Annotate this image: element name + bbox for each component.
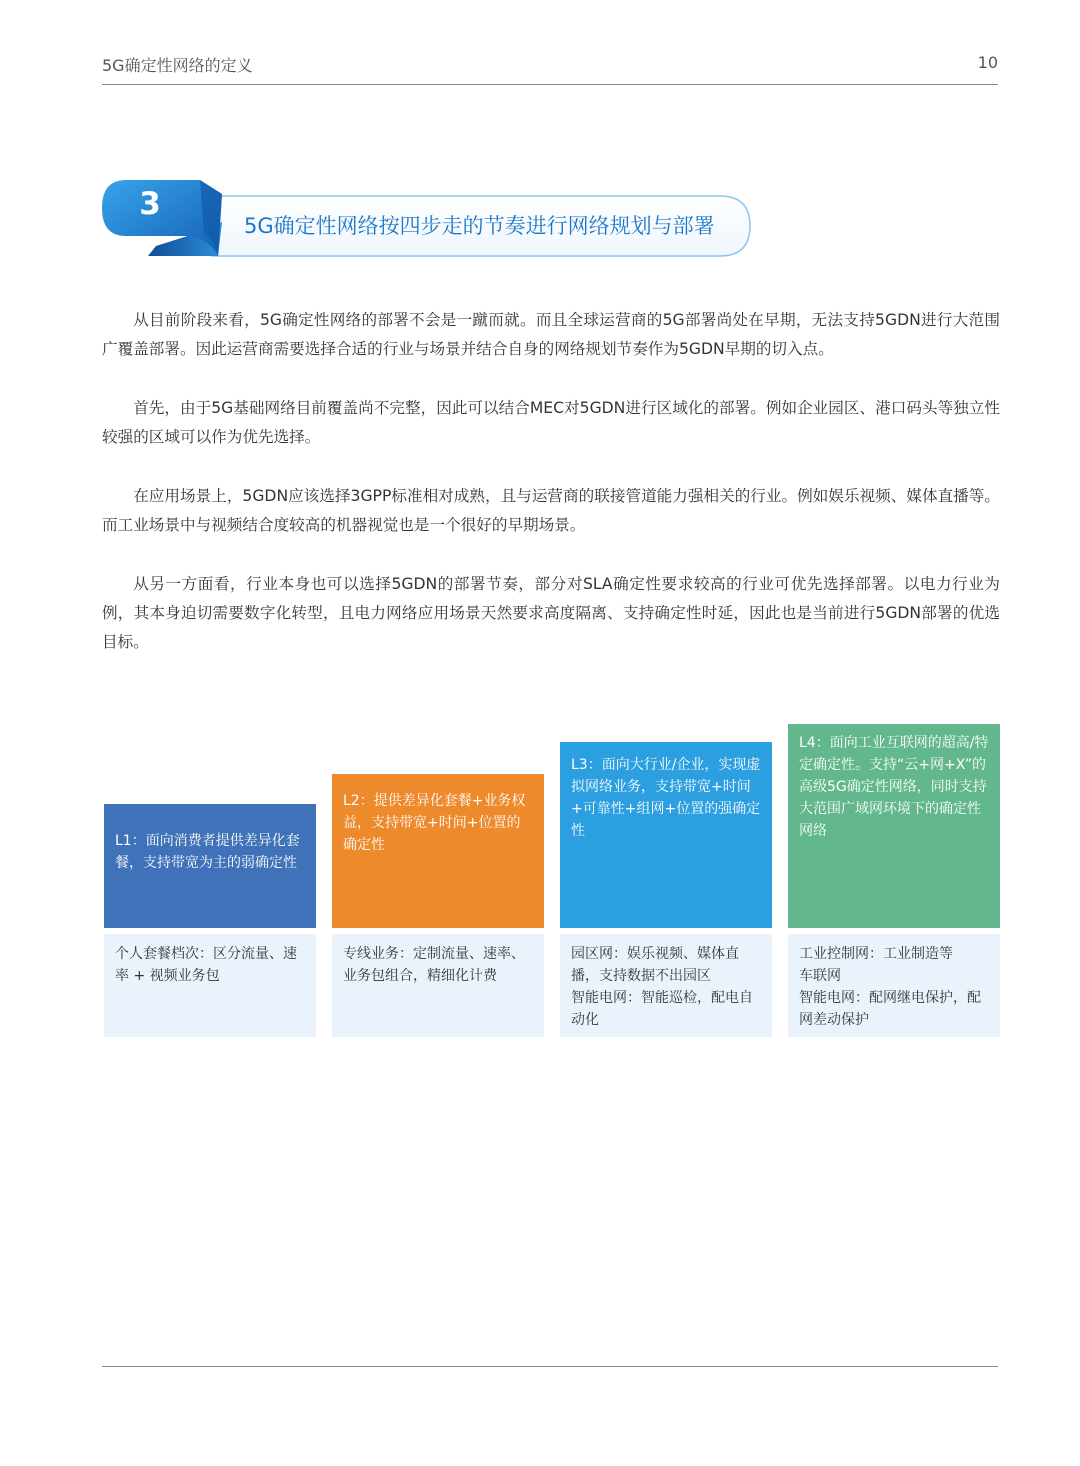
level-body-l1: [104, 934, 316, 1037]
level-header-l2: L2：提供差异化套餐+业务权益，支持带宽+时间+位置的确定性: [332, 774, 544, 928]
level-column-l2: [332, 724, 544, 1040]
level-header-l4: L4：面向工业互联网的超高/特定确定性。支持“云+网+X”的高级5G确定性网络，同时支持大范围广域网环境下的确定性网络: [788, 724, 1000, 928]
paragraph: 在应用场景上，5GDN应该选择3GPP标准相对成熟，且与运营商的联接管道能力强相关的行业。例如娱乐视频、媒体直播等。而工业场景中与视频结合度较高的机器视觉也是一个很好的早期场景。: [102, 487, 1000, 534]
level-example: 智能电网：智能巡检，配电自动化: [571, 990, 753, 1028]
page-number: 10: [977, 53, 998, 72]
paragraph: 从目前阶段来看，5G确定性网络的部署不会是一蹴而就。而且全球运营商的5G部署尚处在早期，无法支持5GDN进行大范围广覆盖部署。因此运营商需要选择合适的行业与场景并结合自身的网络规划节奏作为5GDN早期的切入点。: [102, 311, 1000, 358]
level-example: 工业控制网：工业制造等: [799, 946, 953, 962]
section-number: 3: [139, 186, 161, 222]
level-header-l1: L1：面向消费者提供差异化套餐，支持带宽为主的弱确定性: [104, 804, 316, 928]
level-example: 专线业务：定制流量、速率、业务包组合，精细化计费: [343, 946, 525, 984]
level-example: 个人套餐档次：区分流量、速率 + 视频业务包: [115, 946, 297, 984]
body-text: [102, 306, 1000, 687]
section-title: 5G确定性网络按四步走的节奏进行网络规划与部署: [244, 214, 715, 238]
level-example: 园区网：娱乐视频、媒体直播，支持数据不出园区: [571, 946, 739, 984]
level-header-l3: L3：面向大行业/企业，实现虚拟网络业务，支持带宽+时间+可靠性+组网+位置的强确定性: [560, 742, 772, 928]
level-example: 车联网: [799, 968, 841, 984]
paragraph: 从另一方面看，行业本身也可以选择5GDN的部署节奏，部分对SLA确定性要求较高的行业可优先选择部署。以电力行业为例，其本身迫切需要数字化转型，且电力网络应用场景天然要求高度隔离、支持确定性时延，因此也是当前进行5GDN部署的优选目标。: [102, 575, 1000, 651]
level-example: 智能电网：配网继电保护，配网差动保护: [799, 990, 981, 1028]
level-body-l3: [560, 934, 772, 1037]
paragraph: 首先，由于5G基础网络目前覆盖尚不完整，因此可以结合MEC对5GDN进行区域化的部署。例如企业园区、港口码头等独立性较强的区域可以作为优先选择。: [102, 399, 1000, 446]
footer-divider: [102, 1366, 998, 1367]
level-body-l4: [788, 934, 1000, 1037]
level-column-l4: [788, 724, 1000, 1040]
levels-diagram: [104, 724, 1000, 1040]
level-column-l3: [560, 724, 772, 1040]
section-banner: [100, 176, 760, 262]
page-header: [102, 50, 998, 85]
level-body-l2: [332, 934, 544, 1037]
level-column-l1: [104, 724, 316, 1040]
header-title: 5G确定性网络的定义: [102, 56, 253, 75]
